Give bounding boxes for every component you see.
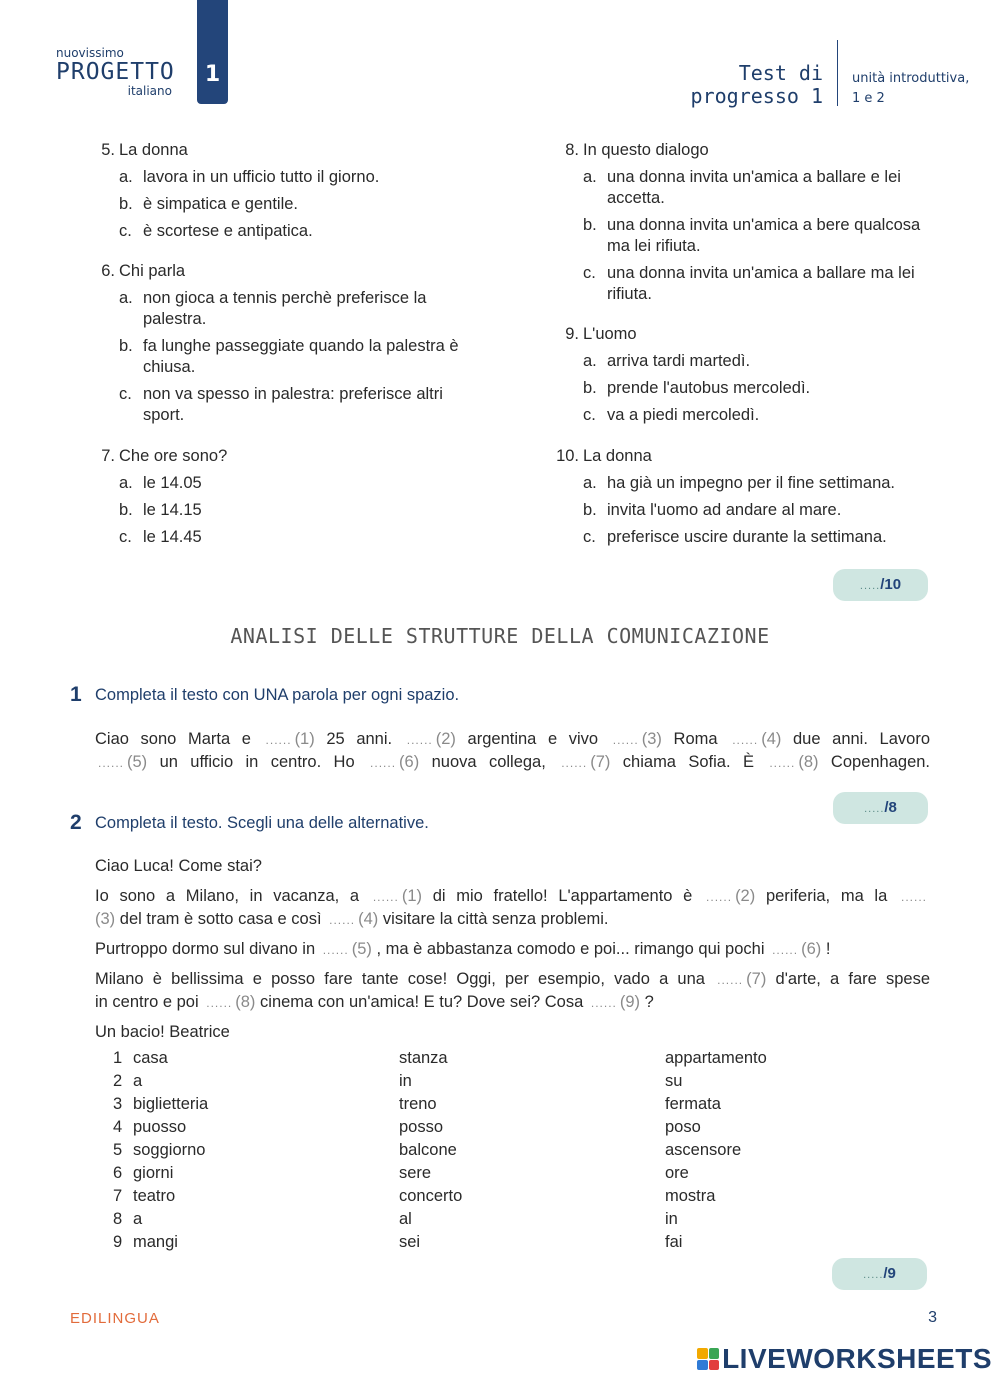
alternative-option[interactable]: a: [133, 1210, 143, 1228]
option-text: arriva tardi martedì.: [607, 352, 751, 370]
liveworksheets-text: LIVEWORKSHEETS: [722, 1343, 992, 1374]
alternative-option[interactable]: in: [399, 1072, 412, 1090]
blank-dots: ......: [265, 733, 292, 747]
test-title-line1: Test di: [738, 61, 823, 85]
option-letter: b.: [583, 216, 597, 234]
option-letter: c.: [583, 406, 596, 424]
option-text: invita l'uomo ad andare al mare.: [607, 501, 842, 519]
test-title-line2: progresso 1: [690, 84, 823, 108]
question-stem: [559, 324, 939, 345]
test-sub-line1: unità introduttiva,: [852, 71, 970, 86]
alternative-option[interactable]: a: [133, 1072, 143, 1090]
blank-field[interactable]: [203, 993, 255, 1011]
text-segment: Ciao sono Marta e: [95, 730, 251, 748]
blank-field[interactable]: [558, 753, 610, 771]
alternative-option[interactable]: biglietteria: [133, 1095, 209, 1113]
gap-number: (8): [798, 753, 819, 771]
score-total: /10: [880, 576, 902, 593]
score-dots: .....: [859, 580, 881, 592]
text-segment: periferia, ma la: [765, 887, 888, 905]
row-number: 8: [113, 1210, 123, 1228]
gap-number: (7): [746, 970, 767, 988]
alternative-option[interactable]: poso: [665, 1118, 701, 1136]
test-sub-line2: 1 e 2: [852, 91, 885, 106]
section-title: ANALISI DELLE STRUTTURE DELLA COMUNICAZIONE: [230, 624, 770, 648]
option-letter: c.: [583, 264, 596, 282]
exercise-2-line-1: [95, 885, 930, 909]
liveworksheets-watermark[interactable]: [697, 1343, 992, 1375]
row-number: 4: [113, 1118, 123, 1136]
question-stem: [556, 446, 939, 467]
option-text: le 14.15: [143, 501, 202, 519]
exercise-2-number: 2: [70, 811, 82, 834]
alternatives-table: [113, 1049, 767, 1256]
answer-option[interactable]: [95, 221, 465, 242]
row-number: 3: [113, 1095, 123, 1113]
exercise-2-line-3: [95, 938, 930, 962]
brand-top: nuovissimo: [56, 46, 124, 60]
brand-logo: [56, 46, 175, 98]
alternative-option[interactable]: teatro: [133, 1187, 176, 1205]
blank-field[interactable]: [320, 940, 372, 958]
text-segment: argentina e vivo: [467, 730, 599, 748]
answer-option[interactable]: [95, 336, 465, 378]
text-segment: Io sono a Milano, in vacanza, a: [95, 887, 360, 905]
alternatives-row: [113, 1118, 767, 1141]
option-text: non va spesso in palestra: preferisce altri sport.: [143, 385, 443, 424]
blank-dots: ......: [406, 733, 433, 747]
header-divider: [837, 40, 838, 106]
blank-field[interactable]: [766, 753, 818, 771]
alternative-option[interactable]: soggiorno: [133, 1141, 206, 1159]
option-letter: a.: [583, 474, 597, 492]
blank-dots: ......: [706, 890, 733, 904]
exercise-2-line-5: [95, 991, 930, 1015]
answer-option[interactable]: [95, 500, 465, 521]
gap-number: (8): [235, 993, 256, 1011]
option-letter: a.: [119, 289, 133, 307]
text-segment: Roma: [673, 730, 718, 748]
answer-option[interactable]: [559, 167, 939, 209]
gap-number: (7): [590, 753, 611, 771]
brand-sub: italiano: [127, 84, 172, 98]
gap-number: (6): [399, 753, 420, 771]
row-number: 2: [113, 1072, 123, 1090]
text-segment: , ma è abbastanza comodo e poi... rimango qui pochi: [376, 940, 765, 958]
answer-option[interactable]: [559, 405, 939, 426]
alternatives-row: [113, 1187, 767, 1210]
option-letter: b.: [583, 501, 597, 519]
page-number: 3: [928, 1309, 937, 1326]
blank-dots: ......: [772, 943, 799, 957]
option-text: fa lunghe passeggiate quando la palestra è chiusa.: [143, 337, 459, 376]
answer-option[interactable]: [95, 288, 465, 330]
option-text: prende l'autobus mercoledì.: [607, 379, 811, 397]
gap-number: (1): [294, 730, 315, 748]
option-letter: b.: [583, 379, 597, 397]
option-letter: b.: [119, 501, 133, 519]
blank-field[interactable]: [703, 887, 755, 905]
blank-field[interactable]: [610, 730, 662, 748]
blank-field[interactable]: [370, 887, 422, 905]
unit-tab: 1: [197, 0, 228, 104]
blank-dots: ......: [769, 756, 796, 770]
alternatives-row: [113, 1095, 767, 1118]
answer-option[interactable]: [95, 384, 465, 426]
text-segment: di mio fratello! L'appartamento è: [432, 887, 693, 905]
text-segment: 25 anni.: [326, 730, 393, 748]
alternatives-row: [113, 1233, 767, 1256]
answer-option[interactable]: [95, 473, 465, 494]
score-dots: .....: [863, 1269, 884, 1281]
blank-field[interactable]: [326, 910, 378, 928]
blank-field[interactable]: [263, 730, 315, 748]
option-letter: a.: [583, 168, 597, 186]
blank-dots: ......: [206, 996, 233, 1010]
answer-option[interactable]: [95, 527, 465, 548]
gap-number: (5): [127, 753, 148, 771]
answer-option[interactable]: [95, 194, 465, 215]
alternative-option[interactable]: sei: [399, 1233, 421, 1251]
alternative-option[interactable]: su: [665, 1072, 683, 1090]
alternative-option[interactable]: mangi: [133, 1233, 178, 1251]
option-text: è simpatica e gentile.: [143, 195, 299, 213]
answer-option[interactable]: [559, 215, 939, 257]
question-text: Chi parla: [119, 262, 186, 280]
question-9: [559, 324, 939, 432]
score-total: /8: [884, 799, 897, 816]
question-stem: [95, 261, 465, 282]
alternatives-row: [113, 1210, 767, 1233]
score-total: /9: [883, 1265, 896, 1282]
alternative-option[interactable]: ascensore: [665, 1141, 742, 1159]
question-number: 10.: [556, 447, 579, 465]
option-letter: a.: [119, 168, 133, 186]
alternatives-row: [113, 1049, 767, 1072]
gap-number: (1): [401, 887, 423, 905]
option-letter: b.: [119, 337, 133, 355]
option-text: le 14.45: [143, 528, 202, 546]
alternative-option[interactable]: concerto: [399, 1187, 463, 1205]
alternative-option[interactable]: giorni: [133, 1164, 174, 1182]
text-segment: Purtroppo dormo sul divano in: [95, 940, 316, 958]
text-segment: Copenhagen.: [830, 753, 931, 771]
blank-dots: ......: [732, 733, 759, 747]
option-text: le 14.05: [143, 474, 202, 492]
liveworksheets-icon: [697, 1348, 719, 1370]
answer-option[interactable]: [559, 351, 939, 372]
option-text: preferisce uscire durante la settimana.: [607, 528, 887, 546]
question-stem: [95, 140, 465, 161]
alternative-option[interactable]: sere: [399, 1164, 432, 1182]
option-text: va a piedi mercoledì.: [607, 406, 760, 424]
question-7: [95, 446, 465, 554]
blank-field[interactable]: [714, 970, 766, 988]
question-text: La donna: [119, 141, 188, 159]
question-5: [95, 140, 465, 248]
row-number: 1: [113, 1049, 123, 1067]
blank-field[interactable]: [898, 887, 930, 905]
brand-main: PROGETTO: [56, 59, 175, 85]
option-letter: c.: [583, 528, 596, 546]
gap-number: (5): [351, 940, 372, 958]
text-segment: del tram è sotto casa e così: [119, 910, 322, 928]
gap-number: (4): [358, 910, 379, 928]
alternative-option[interactable]: ore: [665, 1164, 689, 1182]
blank-field[interactable]: [367, 753, 419, 771]
alternative-option[interactable]: stanza: [399, 1049, 448, 1067]
question-stem: [559, 140, 939, 161]
option-letter: b.: [119, 195, 133, 213]
text-segment: cinema con un'amica! E tu? Dove sei? Cosa: [260, 993, 584, 1011]
blank-dots: ......: [900, 890, 927, 904]
alternative-option[interactable]: casa: [133, 1049, 168, 1067]
gap-number: (4): [761, 730, 782, 748]
alternatives-row: [113, 1072, 767, 1095]
row-number: 9: [113, 1233, 123, 1251]
option-text: non gioca a tennis perchè preferisce la palestra.: [143, 289, 427, 328]
gap-number: (9): [619, 993, 641, 1011]
row-number: 6: [113, 1164, 123, 1182]
answer-option[interactable]: [559, 263, 939, 305]
alternative-option[interactable]: in: [665, 1210, 678, 1228]
gap-number: (2): [735, 887, 756, 905]
score-box-listening[interactable]: [833, 569, 928, 601]
text-segment: d'arte, a fare spese: [775, 970, 931, 988]
option-text: lavora in un ufficio tutto il giorno.: [143, 168, 380, 186]
answer-option[interactable]: [559, 378, 939, 399]
exercise-2-line-4: [95, 968, 930, 992]
blank-field[interactable]: [588, 993, 640, 1011]
question-6: [95, 261, 465, 432]
option-letter: c.: [119, 222, 132, 240]
question-10: [556, 446, 939, 554]
row-number: 7: [113, 1187, 123, 1205]
gap-number: (2): [435, 730, 456, 748]
gap-number: (3): [641, 730, 662, 748]
question-text: La donna: [583, 447, 652, 465]
letter-greeting: Ciao Luca! Come stai?: [95, 857, 262, 875]
option-letter: a.: [119, 474, 133, 492]
option-text: è scortese e antipatica.: [143, 222, 313, 240]
alternative-option[interactable]: posso: [399, 1118, 444, 1136]
exercise-1-line-2: [95, 751, 930, 775]
letter-closing: Un bacio! Beatrice: [95, 1023, 230, 1041]
blank-dots: ......: [590, 996, 617, 1010]
text-segment: visitare la città senza problemi.: [382, 910, 609, 928]
answer-option[interactable]: [559, 473, 939, 494]
text-segment: !: [825, 940, 831, 958]
alternative-option[interactable]: fermata: [665, 1095, 721, 1113]
option-letter: a.: [583, 352, 597, 370]
question-8: [559, 140, 939, 311]
answer-option[interactable]: [559, 500, 939, 521]
gap-number: (6): [801, 940, 822, 958]
option-text: una donna invita un'amica a bere qualcosa ma lei rifiuta.: [607, 216, 921, 255]
option-text: una donna invita un'amica a ballare e lei accetta.: [607, 168, 901, 207]
text-segment: due anni. Lavoro: [793, 730, 930, 748]
exercise-2-line-2: [95, 908, 930, 932]
alternative-option[interactable]: mostra: [665, 1187, 716, 1205]
question-stem: [95, 446, 465, 467]
exercise-1-number: 1: [70, 683, 82, 706]
score-box-exercise-1[interactable]: [833, 792, 928, 824]
gap-number: (3): [95, 910, 116, 928]
option-text: ha già un impegno per il fine settimana.: [607, 474, 896, 492]
alternative-option[interactable]: treno: [399, 1095, 437, 1113]
row-number: 5: [113, 1141, 123, 1159]
blank-field[interactable]: [404, 730, 456, 748]
text-segment: Milano è bellissima e posso fare tante cose! Oggi, per esempio, vado a una: [95, 970, 705, 988]
blank-dots: ......: [612, 733, 639, 747]
test-title: [691, 62, 823, 108]
blank-dots: ......: [322, 943, 349, 957]
text-segment: chiama Sofia. È: [622, 753, 754, 771]
text-segment: nuova collega,: [431, 753, 546, 771]
test-subtitle: [852, 69, 969, 109]
blank-dots: ......: [98, 756, 125, 770]
question-number: 8.: [565, 141, 579, 159]
alternatives-row: [113, 1164, 767, 1187]
blank-field[interactable]: [95, 753, 147, 771]
blank-dots: ......: [561, 756, 588, 770]
alternative-option[interactable]: balcone: [399, 1141, 457, 1159]
exercise-1-line-1: [95, 728, 930, 752]
option-letter: c.: [119, 528, 132, 546]
question-number: 9.: [565, 325, 579, 343]
blank-dots: ......: [329, 913, 356, 927]
text-segment: un ufficio in centro. Ho: [159, 753, 355, 771]
text-segment: in centro e poi: [95, 993, 199, 1011]
question-text: Che ore sono?: [119, 447, 228, 465]
text-segment: ?: [644, 993, 654, 1011]
question-number: 5.: [101, 141, 115, 159]
blank-dots: ......: [372, 890, 399, 904]
option-text: una donna invita un'amica a ballare ma lei rifiuta.: [607, 264, 915, 303]
option-letter: c.: [119, 385, 132, 403]
blank-field[interactable]: [769, 940, 821, 958]
score-dots: .....: [864, 803, 885, 815]
alternative-option[interactable]: puosso: [133, 1118, 187, 1136]
blank-dots: ......: [370, 756, 397, 770]
exercise-2-title: Completa il testo. Scegli una delle alternative.: [95, 814, 429, 832]
answer-option[interactable]: [559, 527, 939, 548]
question-number: 6.: [101, 262, 115, 280]
exercise-1-title: Completa il testo con UNA parola per ogni spazio.: [95, 686, 460, 704]
alternatives-row: [113, 1141, 767, 1164]
alternative-option[interactable]: appartamento: [665, 1049, 767, 1067]
question-text: In questo dialogo: [583, 141, 709, 159]
question-number: 7.: [101, 447, 115, 465]
score-box-exercise-2[interactable]: [832, 1258, 927, 1290]
publisher-logo: EDILINGUA: [70, 1310, 160, 1327]
alternative-option[interactable]: al: [399, 1210, 412, 1228]
alternative-option[interactable]: fai: [665, 1233, 683, 1251]
question-text: L'uomo: [583, 325, 637, 343]
blank-dots: ......: [717, 973, 744, 987]
blank-field[interactable]: [729, 730, 781, 748]
answer-option[interactable]: [95, 167, 465, 188]
